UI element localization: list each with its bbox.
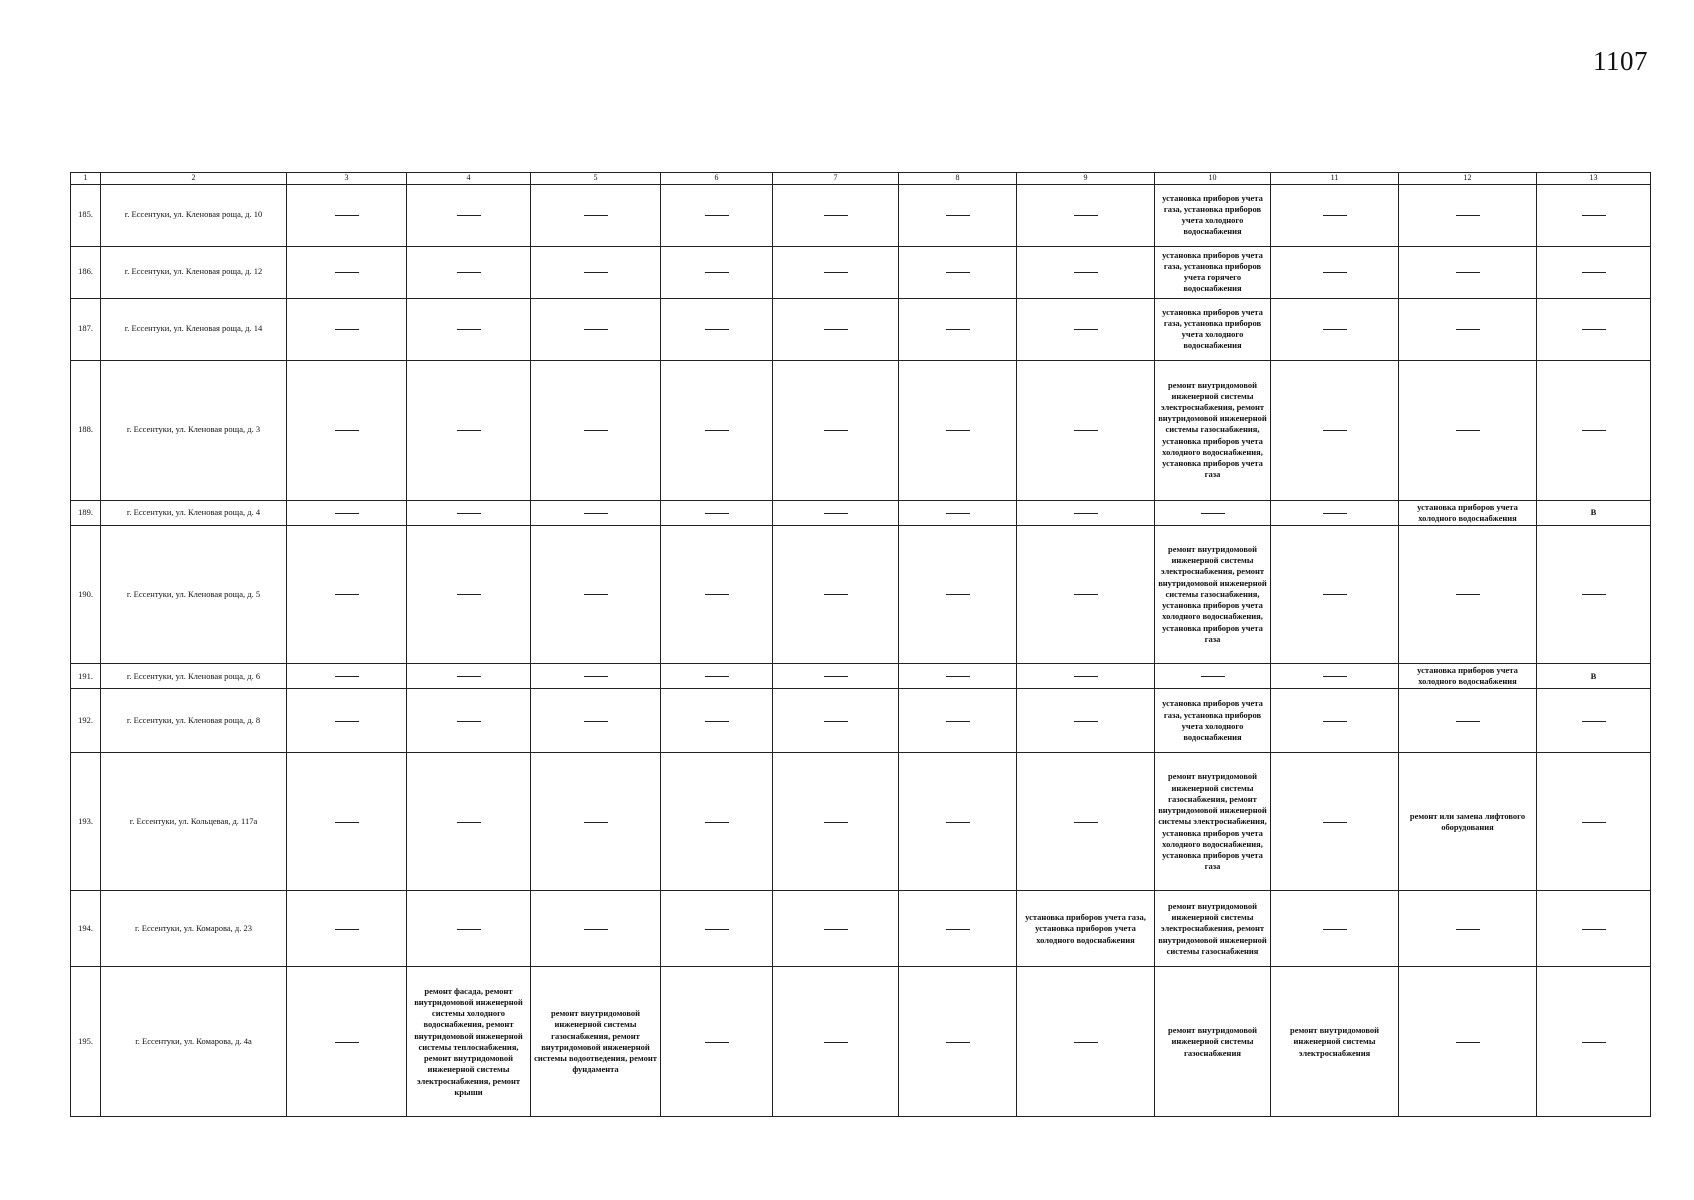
empty-cell bbox=[531, 246, 661, 298]
dash-mark bbox=[1323, 929, 1347, 930]
dash-mark bbox=[705, 215, 729, 216]
empty-cell bbox=[1017, 360, 1155, 500]
empty-cell bbox=[1537, 967, 1651, 1117]
dash-mark bbox=[705, 329, 729, 330]
dash-mark bbox=[1074, 513, 1098, 514]
dash-mark bbox=[584, 929, 608, 930]
empty-cell bbox=[1537, 891, 1651, 967]
dash-mark bbox=[457, 676, 481, 677]
dash-mark bbox=[1201, 676, 1225, 677]
dash-mark bbox=[1323, 215, 1347, 216]
column-header: 6 bbox=[661, 173, 773, 185]
dash-mark bbox=[946, 215, 970, 216]
dash-mark bbox=[1582, 721, 1606, 722]
dash-mark bbox=[1323, 513, 1347, 514]
dash-mark bbox=[1456, 329, 1480, 330]
column-header: 8 bbox=[899, 173, 1017, 185]
dash-mark bbox=[946, 594, 970, 595]
empty-cell bbox=[899, 184, 1017, 246]
dash-mark bbox=[1074, 1042, 1098, 1043]
empty-cell bbox=[1537, 525, 1651, 663]
empty-cell bbox=[287, 689, 407, 753]
dash-mark bbox=[1074, 329, 1098, 330]
dash-mark bbox=[1323, 594, 1347, 595]
empty-cell bbox=[287, 525, 407, 663]
empty-cell bbox=[1017, 500, 1155, 525]
empty-cell bbox=[1271, 360, 1399, 500]
dash-mark bbox=[824, 513, 848, 514]
dash-mark bbox=[457, 721, 481, 722]
dash-mark bbox=[335, 594, 359, 595]
dash-mark bbox=[584, 513, 608, 514]
dash-mark bbox=[1456, 430, 1480, 431]
row-number: 190. bbox=[71, 525, 101, 663]
dash-mark bbox=[946, 1042, 970, 1043]
empty-cell bbox=[407, 663, 531, 688]
dash-mark bbox=[1582, 594, 1606, 595]
dash-mark bbox=[584, 721, 608, 722]
dash-mark bbox=[584, 430, 608, 431]
work-description-cell: установка приборов учета холодного водоснабжения bbox=[1399, 663, 1537, 688]
empty-cell bbox=[661, 753, 773, 891]
empty-cell bbox=[773, 500, 899, 525]
empty-cell bbox=[407, 753, 531, 891]
table-row bbox=[71, 298, 1651, 360]
repair-schedule-table bbox=[70, 172, 1651, 1117]
column-header: 9 bbox=[1017, 173, 1155, 185]
category-cell: В bbox=[1537, 663, 1651, 688]
table-row bbox=[71, 184, 1651, 246]
empty-cell bbox=[661, 500, 773, 525]
dash-mark bbox=[824, 272, 848, 273]
dash-mark bbox=[457, 929, 481, 930]
row-number: 189. bbox=[71, 500, 101, 525]
column-header: 5 bbox=[531, 173, 661, 185]
dash-mark bbox=[1323, 721, 1347, 722]
dash-mark bbox=[824, 1042, 848, 1043]
address-cell: г. Ессентуки, ул. Комарова, д. 4а bbox=[101, 967, 287, 1117]
dash-mark bbox=[457, 329, 481, 330]
dash-mark bbox=[584, 215, 608, 216]
dash-mark bbox=[1582, 215, 1606, 216]
dash-mark bbox=[1323, 329, 1347, 330]
work-description-cell: установка приборов учета газа, установка приборов учета холодного водоснабжения bbox=[1017, 891, 1155, 967]
work-description-cell: установка приборов учета газа, установка приборов учета холодного водоснабжения bbox=[1155, 184, 1271, 246]
empty-cell bbox=[407, 298, 531, 360]
empty-cell bbox=[1017, 663, 1155, 688]
dash-mark bbox=[946, 329, 970, 330]
empty-cell bbox=[899, 967, 1017, 1117]
column-header: 13 bbox=[1537, 173, 1651, 185]
empty-cell bbox=[773, 689, 899, 753]
dash-mark bbox=[1582, 430, 1606, 431]
empty-cell bbox=[1155, 500, 1271, 525]
dash-mark bbox=[335, 513, 359, 514]
dash-mark bbox=[705, 1042, 729, 1043]
dash-mark bbox=[705, 594, 729, 595]
dash-mark bbox=[335, 215, 359, 216]
dash-mark bbox=[1323, 676, 1347, 677]
dash-mark bbox=[824, 822, 848, 823]
empty-cell bbox=[1537, 298, 1651, 360]
empty-cell bbox=[531, 753, 661, 891]
dash-mark bbox=[335, 1042, 359, 1043]
row-number: 195. bbox=[71, 967, 101, 1117]
empty-cell bbox=[287, 184, 407, 246]
dash-mark bbox=[457, 513, 481, 514]
empty-cell bbox=[1537, 753, 1651, 891]
empty-cell bbox=[661, 689, 773, 753]
address-cell: г. Ессентуки, ул. Кленовая роща, д. 5 bbox=[101, 525, 287, 663]
empty-cell bbox=[661, 360, 773, 500]
empty-cell bbox=[531, 500, 661, 525]
empty-cell bbox=[899, 663, 1017, 688]
dash-mark bbox=[1074, 215, 1098, 216]
empty-cell bbox=[773, 753, 899, 891]
work-description-cell: установка приборов учета газа, установка приборов учета холодного водоснабжения bbox=[1155, 689, 1271, 753]
empty-cell bbox=[661, 246, 773, 298]
empty-cell bbox=[661, 525, 773, 663]
empty-cell bbox=[1399, 184, 1537, 246]
empty-cell bbox=[1399, 689, 1537, 753]
dash-mark bbox=[584, 822, 608, 823]
empty-cell bbox=[407, 246, 531, 298]
category-cell: В bbox=[1537, 500, 1651, 525]
work-description-cell: ремонт внутридомовой инженерной системы электроснабжения, ремонт внутридомовой инженерной системы газоснабжения, установка приборов учета холодного водоснабжения, установка приборов учета газа bbox=[1155, 360, 1271, 500]
empty-cell bbox=[1271, 525, 1399, 663]
column-header: 4 bbox=[407, 173, 531, 185]
empty-cell bbox=[773, 246, 899, 298]
table-row bbox=[71, 689, 1651, 753]
dash-mark bbox=[1582, 929, 1606, 930]
dash-mark bbox=[946, 676, 970, 677]
row-number: 185. bbox=[71, 184, 101, 246]
empty-cell bbox=[661, 891, 773, 967]
dash-mark bbox=[584, 594, 608, 595]
dash-mark bbox=[1074, 272, 1098, 273]
dash-mark bbox=[1074, 822, 1098, 823]
dash-mark bbox=[824, 329, 848, 330]
empty-cell bbox=[1271, 663, 1399, 688]
empty-cell bbox=[899, 360, 1017, 500]
dash-mark bbox=[1323, 272, 1347, 273]
dash-mark bbox=[946, 822, 970, 823]
dash-mark bbox=[1323, 822, 1347, 823]
dash-mark bbox=[335, 822, 359, 823]
dash-mark bbox=[584, 676, 608, 677]
dash-mark bbox=[335, 721, 359, 722]
dash-mark bbox=[457, 822, 481, 823]
empty-cell bbox=[773, 525, 899, 663]
empty-cell bbox=[1017, 246, 1155, 298]
empty-cell bbox=[407, 184, 531, 246]
empty-cell bbox=[773, 298, 899, 360]
address-cell: г. Ессентуки, ул. Кленовая роща, д. 12 bbox=[101, 246, 287, 298]
empty-cell bbox=[531, 298, 661, 360]
empty-cell bbox=[287, 967, 407, 1117]
empty-cell bbox=[1271, 689, 1399, 753]
work-description-cell: ремонт фасада, ремонт внутридомовой инженерной системы холодного водоснабжения, ремонт внутридомовой инженерной системы теплоснабжения, ремонт внутридомовой инженерной системы электроснабжения, ремонт крыши bbox=[407, 967, 531, 1117]
empty-cell bbox=[407, 360, 531, 500]
empty-cell bbox=[1017, 298, 1155, 360]
empty-cell bbox=[531, 891, 661, 967]
dash-mark bbox=[457, 272, 481, 273]
dash-mark bbox=[824, 215, 848, 216]
empty-cell bbox=[773, 360, 899, 500]
address-cell: г. Ессентуки, ул. Кленовая роща, д. 14 bbox=[101, 298, 287, 360]
empty-cell bbox=[1271, 753, 1399, 891]
empty-cell bbox=[899, 753, 1017, 891]
empty-cell bbox=[899, 500, 1017, 525]
empty-cell bbox=[531, 360, 661, 500]
empty-cell bbox=[1537, 360, 1651, 500]
work-description-cell: установка приборов учета холодного водоснабжения bbox=[1399, 500, 1537, 525]
dash-mark bbox=[824, 676, 848, 677]
dash-mark bbox=[946, 272, 970, 273]
empty-cell bbox=[899, 298, 1017, 360]
empty-cell bbox=[287, 753, 407, 891]
dash-mark bbox=[1074, 430, 1098, 431]
empty-cell bbox=[661, 298, 773, 360]
work-description-cell: установка приборов учета газа, установка приборов учета холодного водоснабжения bbox=[1155, 298, 1271, 360]
row-number: 187. bbox=[71, 298, 101, 360]
dash-mark bbox=[335, 430, 359, 431]
empty-cell bbox=[1537, 689, 1651, 753]
dash-mark bbox=[1456, 1042, 1480, 1043]
address-cell: г. Ессентуки, ул. Комарова, д. 23 bbox=[101, 891, 287, 967]
empty-cell bbox=[773, 967, 899, 1117]
table-row bbox=[71, 967, 1651, 1117]
address-cell: г. Ессентуки, ул. Кольцевая, д. 117а bbox=[101, 753, 287, 891]
dash-mark bbox=[1456, 272, 1480, 273]
dash-mark bbox=[705, 272, 729, 273]
empty-cell bbox=[899, 891, 1017, 967]
column-header: 12 bbox=[1399, 173, 1537, 185]
dash-mark bbox=[335, 329, 359, 330]
empty-cell bbox=[287, 891, 407, 967]
empty-cell bbox=[1537, 246, 1651, 298]
work-description-cell: ремонт внутридомовой инженерной системы газоснабжения, ремонт внутридомовой инженерной системы электроснабжения, установка приборов учета холодного водоснабжения, установка приборов учета газа bbox=[1155, 753, 1271, 891]
table-row bbox=[71, 891, 1651, 967]
row-number: 193. bbox=[71, 753, 101, 891]
empty-cell bbox=[1155, 663, 1271, 688]
empty-cell bbox=[1017, 967, 1155, 1117]
empty-cell bbox=[531, 184, 661, 246]
empty-cell bbox=[1399, 246, 1537, 298]
row-number: 194. bbox=[71, 891, 101, 967]
empty-cell bbox=[661, 967, 773, 1117]
dash-mark bbox=[1074, 594, 1098, 595]
dash-mark bbox=[946, 430, 970, 431]
empty-cell bbox=[1399, 360, 1537, 500]
dash-mark bbox=[824, 430, 848, 431]
dash-mark bbox=[335, 929, 359, 930]
dash-mark bbox=[1582, 1042, 1606, 1043]
dash-mark bbox=[335, 272, 359, 273]
row-number: 186. bbox=[71, 246, 101, 298]
dash-mark bbox=[1074, 721, 1098, 722]
empty-cell bbox=[661, 184, 773, 246]
dash-mark bbox=[457, 430, 481, 431]
empty-cell bbox=[531, 689, 661, 753]
table-row bbox=[71, 500, 1651, 525]
address-cell: г. Ессентуки, ул. Кленовая роща, д. 4 bbox=[101, 500, 287, 525]
empty-cell bbox=[899, 246, 1017, 298]
work-description-cell: ремонт внутридомовой инженерной системы газоснабжения, ремонт внутридомовой инженерной системы водоотведения, ремонт фундамента bbox=[531, 967, 661, 1117]
empty-cell bbox=[1271, 184, 1399, 246]
column-number-row bbox=[71, 173, 1651, 185]
column-header: 7 bbox=[773, 173, 899, 185]
dash-mark bbox=[705, 929, 729, 930]
empty-cell bbox=[287, 360, 407, 500]
work-description-cell: ремонт или замена лифтового оборудования bbox=[1399, 753, 1537, 891]
empty-cell bbox=[407, 525, 531, 663]
empty-cell bbox=[899, 689, 1017, 753]
empty-cell bbox=[773, 663, 899, 688]
dash-mark bbox=[1074, 676, 1098, 677]
empty-cell bbox=[1017, 689, 1155, 753]
empty-cell bbox=[1399, 967, 1537, 1117]
table-row bbox=[71, 360, 1651, 500]
table-row bbox=[71, 525, 1651, 663]
dash-mark bbox=[1582, 329, 1606, 330]
dash-mark bbox=[335, 676, 359, 677]
dash-mark bbox=[824, 721, 848, 722]
dash-mark bbox=[946, 721, 970, 722]
dash-mark bbox=[946, 929, 970, 930]
empty-cell bbox=[531, 663, 661, 688]
empty-cell bbox=[661, 663, 773, 688]
column-header: 10 bbox=[1155, 173, 1271, 185]
empty-cell bbox=[1271, 246, 1399, 298]
empty-cell bbox=[1271, 891, 1399, 967]
dash-mark bbox=[1582, 272, 1606, 273]
table-row bbox=[71, 246, 1651, 298]
column-header: 2 bbox=[101, 173, 287, 185]
dash-mark bbox=[705, 822, 729, 823]
dash-mark bbox=[1201, 513, 1225, 514]
dash-mark bbox=[584, 272, 608, 273]
dash-mark bbox=[705, 430, 729, 431]
empty-cell bbox=[899, 525, 1017, 663]
dash-mark bbox=[457, 594, 481, 595]
empty-cell bbox=[1017, 753, 1155, 891]
work-description-cell: ремонт внутридомовой инженерной системы газоснабжения bbox=[1155, 967, 1271, 1117]
empty-cell bbox=[287, 298, 407, 360]
table-row bbox=[71, 663, 1651, 688]
address-cell: г. Ессентуки, ул. Кленовая роща, д. 10 bbox=[101, 184, 287, 246]
empty-cell bbox=[531, 525, 661, 663]
empty-cell bbox=[773, 184, 899, 246]
dash-mark bbox=[1456, 215, 1480, 216]
dash-mark bbox=[946, 513, 970, 514]
column-header: 11 bbox=[1271, 173, 1399, 185]
dash-mark bbox=[1456, 594, 1480, 595]
dash-mark bbox=[705, 513, 729, 514]
empty-cell bbox=[1399, 298, 1537, 360]
table-row bbox=[71, 753, 1651, 891]
empty-cell bbox=[407, 500, 531, 525]
dash-mark bbox=[824, 594, 848, 595]
empty-cell bbox=[1399, 525, 1537, 663]
work-description-cell: ремонт внутридомовой инженерной системы электроснабжения, ремонт внутридомовой инженерной системы газоснабжения, установка приборов учета холодного водоснабжения, установка приборов учета газа bbox=[1155, 525, 1271, 663]
row-number: 191. bbox=[71, 663, 101, 688]
dash-mark bbox=[1456, 721, 1480, 722]
empty-cell bbox=[1017, 525, 1155, 663]
empty-cell bbox=[773, 891, 899, 967]
column-header: 3 bbox=[287, 173, 407, 185]
address-cell: г. Ессентуки, ул. Кленовая роща, д. 6 bbox=[101, 663, 287, 688]
work-description-cell: ремонт внутридомовой инженерной системы электроснабжения, ремонт внутридомовой инженерной системы газоснабжения bbox=[1155, 891, 1271, 967]
empty-cell bbox=[287, 500, 407, 525]
dash-mark bbox=[824, 929, 848, 930]
row-number: 192. bbox=[71, 689, 101, 753]
dash-mark bbox=[1456, 929, 1480, 930]
empty-cell bbox=[1399, 891, 1537, 967]
empty-cell bbox=[1271, 298, 1399, 360]
address-cell: г. Ессентуки, ул. Кленовая роща, д. 3 bbox=[101, 360, 287, 500]
dash-mark bbox=[705, 676, 729, 677]
empty-cell bbox=[1271, 500, 1399, 525]
dash-mark bbox=[1323, 430, 1347, 431]
dash-mark bbox=[457, 215, 481, 216]
empty-cell bbox=[287, 246, 407, 298]
empty-cell bbox=[407, 891, 531, 967]
row-number: 188. bbox=[71, 360, 101, 500]
empty-cell bbox=[407, 689, 531, 753]
dash-mark bbox=[584, 329, 608, 330]
address-cell: г. Ессентуки, ул. Кленовая роща, д. 8 bbox=[101, 689, 287, 753]
column-header: 1 bbox=[71, 173, 101, 185]
empty-cell bbox=[1017, 184, 1155, 246]
work-description-cell: ремонт внутридомовой инженерной системы электроснабжения bbox=[1271, 967, 1399, 1117]
work-description-cell: установка приборов учета газа, установка приборов учета горячего водоснабжения bbox=[1155, 246, 1271, 298]
empty-cell bbox=[287, 663, 407, 688]
empty-cell bbox=[1537, 184, 1651, 246]
page-number: 1107 bbox=[1593, 46, 1648, 76]
dash-mark bbox=[705, 721, 729, 722]
dash-mark bbox=[1582, 822, 1606, 823]
